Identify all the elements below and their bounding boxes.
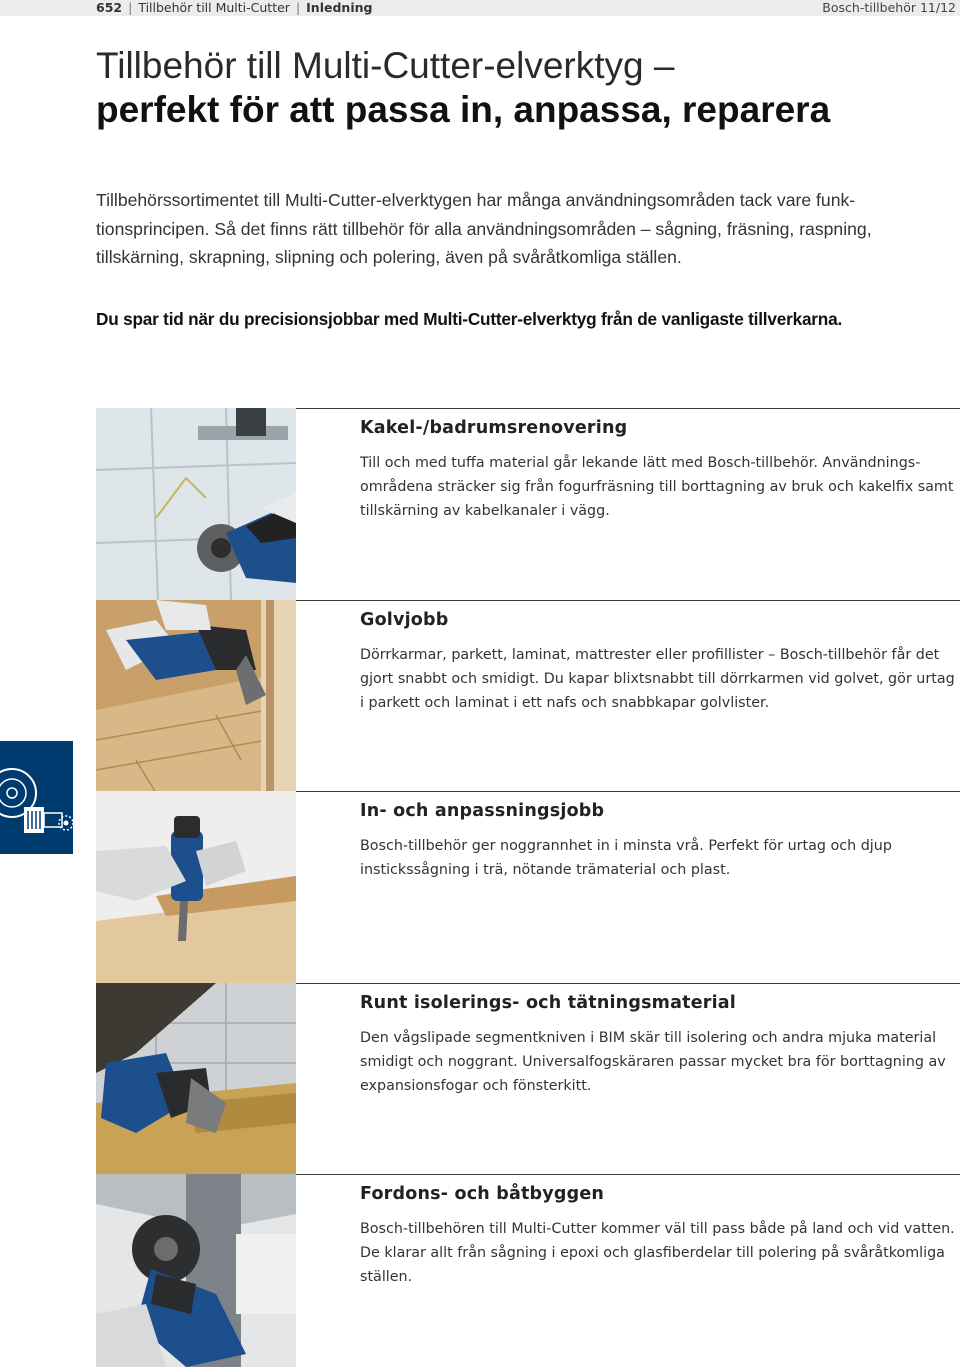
photo-tile-renovation xyxy=(96,408,296,601)
category-side-tab xyxy=(0,741,73,854)
header-left: 652 | Tillbehör till Multi-Cutter | Inledning xyxy=(96,0,373,15)
section-title: Golvjobb xyxy=(360,610,449,630)
section-isolering xyxy=(96,983,960,1176)
section-text: Bosch-tillbehör ger noggrannhet in i minsta vrå. Perfekt för urtag och djup instickssågning i trä, nötande trämaterial och plast. xyxy=(360,838,892,878)
section-divider xyxy=(296,791,960,792)
section-title: Runt isolerings- och tätningsmaterial xyxy=(360,993,737,1013)
photo-insulation-work xyxy=(96,983,296,1176)
section-golvjobb xyxy=(96,600,960,793)
header-chapter: Inledning xyxy=(306,0,373,15)
section-anpassning xyxy=(96,791,960,984)
page-title: Tillbehör till Multi-Cutter-elverktyg – xyxy=(96,45,675,86)
lead-paragraph: Du spar tid när du precisionsjobbar med Multi-Cutter-elverktyg från de vanligaste tillverkarna. xyxy=(96,309,843,329)
page-number: 652 xyxy=(96,0,123,15)
page-header xyxy=(0,0,960,16)
section-divider xyxy=(296,983,960,984)
photo-floor-work xyxy=(96,600,296,793)
section-title: Kakel-/badrumsrenovering xyxy=(360,418,628,438)
header-catalog: Bosch-tillbehör 11/12 xyxy=(822,0,956,15)
page-subtitle: perfekt för att passa in, anpassa, reparera xyxy=(96,89,831,130)
section-text: Till och med tuffa material går lekande lätt med Bosch-tillbehör. Användningsområdena sträcker sig från fogurfräsning till borttagning av bruk och kakelfix samt tillskärning av kabelkanaler i vägg. xyxy=(360,455,954,519)
accessory-icons xyxy=(0,741,73,854)
section-text: Bosch-tillbehören till Multi-Cutter kommer väl till pass både på land och vid vatten. De klarar allt från sågning i epoxi och glasfiberdelar till polering på svåråtkomliga ställen. xyxy=(360,1221,955,1285)
section-divider xyxy=(296,408,960,409)
photo-fitting-work xyxy=(96,791,296,984)
section-divider xyxy=(296,600,960,601)
intro-paragraph: Tillbehörssortimentet till Multi-Cutter-elverktygen har många användningsområden tack vare funktionsprincipen. Så det finns rätt tillbehör för alla användningsområden – sågning, fräsning, raspning, tillskärning, skrapning, slipning och polering, även på svåråtkomliga ställen. xyxy=(96,190,872,268)
header-section: Tillbehör till Multi-Cutter xyxy=(138,0,290,15)
section-fordon xyxy=(96,1174,960,1367)
section-text: Den vågslipade segmentkniven i BIM skär till isolering och andra mjuka material smidigt och noggrant. Universalfogskäraren passar mycket bra för borttagning av expansionsfogar och fönsterkitt. xyxy=(360,1030,946,1094)
section-title: Fordons- och båtbyggen xyxy=(360,1184,605,1204)
section-text: Dörrkarmar, parkett, laminat, mattrester eller profillister – Bosch-tillbehör får det gjort snabbt och smidigt. Du kapar blixtsnabbt till dörrkarmen vid golvet, gör urtag i parkett och laminat i ett nafs och snabbkapar golvlister. xyxy=(360,647,955,711)
section-kakel xyxy=(96,408,960,601)
section-title: In- och anpassningsjobb xyxy=(360,801,605,821)
photo-boat-work xyxy=(96,1174,296,1367)
section-divider xyxy=(296,1174,960,1175)
